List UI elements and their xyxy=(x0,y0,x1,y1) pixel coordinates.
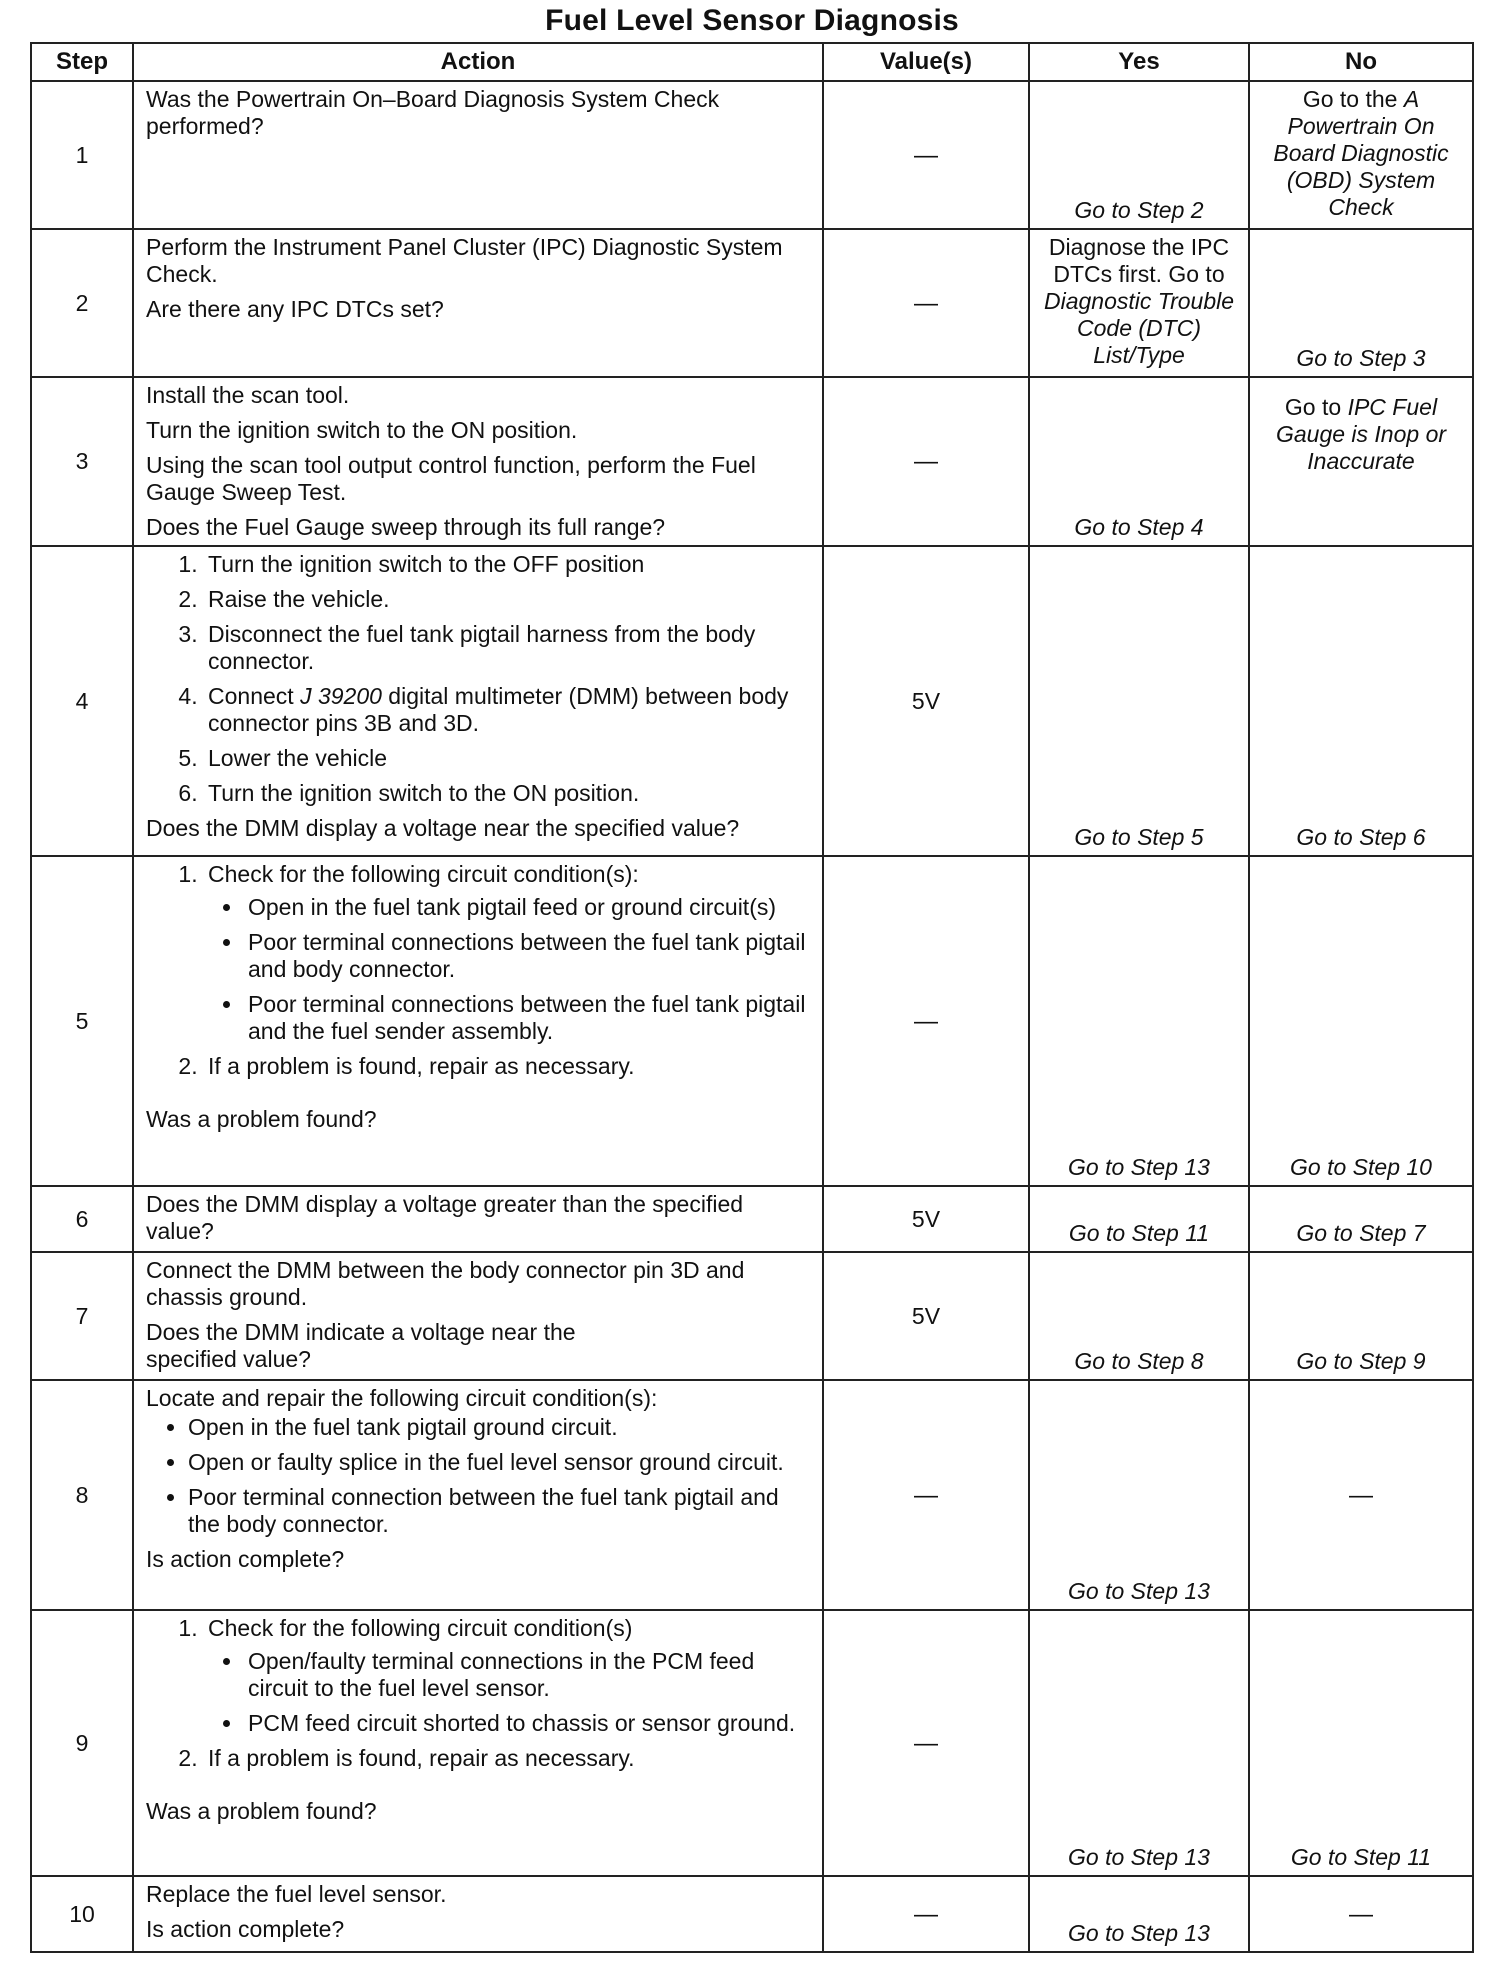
no-text-link: A Powertrain On Board Diagnostic (OBD) System Check xyxy=(1273,86,1449,220)
no-text-link: IPC Fuel Gauge is Inop or Inaccurate xyxy=(1275,394,1447,474)
action-text: Turn the ignition switch to the ON position. xyxy=(146,417,578,443)
action-text: Was the Powertrain On–Board Diagnosis System Check performed? xyxy=(146,86,720,139)
yes-text: Go to Step 4 xyxy=(1074,514,1204,540)
list-item: 2. If a problem is found, repair as necessary. xyxy=(204,1745,812,1772)
yes-text: Go to Step 2 xyxy=(1074,197,1204,223)
no-cell xyxy=(1249,546,1473,856)
value-cell: 5V xyxy=(823,546,1029,856)
list-item-text: Check for the following circuit condition(s): xyxy=(208,861,639,887)
header-no: No xyxy=(1249,43,1473,81)
no-cell xyxy=(1249,1610,1473,1876)
header-yes: Yes xyxy=(1029,43,1249,81)
condition-list xyxy=(208,894,812,1045)
action-cell xyxy=(133,1252,823,1380)
action-cell xyxy=(133,377,823,546)
no-text: Go to Step 10 xyxy=(1290,1154,1432,1180)
step-number: 3 xyxy=(31,377,133,546)
list-item xyxy=(204,861,812,1045)
tool-name: J 39200 xyxy=(300,683,382,709)
table-row xyxy=(31,1380,1473,1610)
action-question: Does the DMM display a voltage near the specified value? xyxy=(146,815,740,841)
step-number: 7 xyxy=(31,1252,133,1380)
value-cell: — xyxy=(823,229,1029,377)
header-action: Action xyxy=(133,43,823,81)
table-row xyxy=(31,546,1473,856)
action-cell xyxy=(133,1876,823,1952)
list-item: 2. If a problem is found, repair as necessary. xyxy=(204,1053,812,1080)
list-item-text: Check for the following circuit condition(s) xyxy=(208,1615,633,1641)
value-cell: — xyxy=(823,1380,1029,1610)
step-number: 6 xyxy=(31,1186,133,1252)
action-text: Install the scan tool. xyxy=(146,382,350,408)
table-row xyxy=(31,1186,1473,1252)
action-cell xyxy=(133,546,823,856)
header-step: Step xyxy=(31,43,133,81)
yes-text: Go to Step 13 xyxy=(1068,1578,1210,1604)
value-cell: — xyxy=(823,1610,1029,1876)
action-question: Does the Fuel Gauge sweep through its full range? xyxy=(146,514,666,540)
list-item-text: Connect xyxy=(208,683,301,709)
no-text: Go to Step 6 xyxy=(1296,824,1426,850)
no-cell xyxy=(1249,1186,1473,1252)
action-text: Locate and repair the following circuit condition(s): xyxy=(146,1385,658,1411)
action-question: Does the DMM display a voltage greater than the specified value? xyxy=(146,1191,744,1244)
list-item: 6. Turn the ignition switch to the ON position. xyxy=(204,780,812,807)
action-text: Perform the Instrument Panel Cluster (IPC) Diagnostic System Check. xyxy=(146,234,783,287)
yes-text: Go to Step 13 xyxy=(1068,1920,1210,1946)
bullet-item: • Open/faulty terminal connections in the PCM feed circuit to the fuel level sensor. xyxy=(244,1648,812,1702)
no-cell xyxy=(1249,81,1473,229)
yes-text: Go to Step 8 xyxy=(1074,1348,1204,1374)
bullet-item: • Open or faulty splice in the fuel level sensor ground circuit. xyxy=(188,1449,812,1476)
value-cell: — xyxy=(823,81,1029,229)
table-row xyxy=(31,377,1473,546)
yes-text-lead: Diagnose the IPC DTCs first. Go to xyxy=(1048,234,1230,287)
step-number: 4 xyxy=(31,546,133,856)
procedure-list xyxy=(146,861,812,1080)
no-cell xyxy=(1249,1876,1473,1952)
step-number: 5 xyxy=(31,856,133,1186)
no-text-lead: Go to xyxy=(1284,394,1348,420)
action-text: Using the scan tool output control function, perform the Fuel Gauge Sweep Test. xyxy=(146,452,756,505)
no-text: — xyxy=(1349,1481,1373,1509)
value-cell: 5V xyxy=(823,1186,1029,1252)
action-text: Replace the fuel level sensor. xyxy=(146,1881,447,1907)
bullet-item: • Poor terminal connections between the fuel tank pigtail and the fuel sender assembly. xyxy=(244,991,812,1045)
action-cell xyxy=(133,229,823,377)
yes-cell xyxy=(1029,1610,1249,1876)
no-cell xyxy=(1249,856,1473,1186)
list-item xyxy=(204,1615,812,1737)
action-question: Was a problem found? xyxy=(146,1106,377,1132)
no-text: Go to Step 11 xyxy=(1290,1844,1432,1870)
procedure-list xyxy=(146,551,812,807)
no-text: Go to Step 9 xyxy=(1296,1348,1426,1374)
yes-text: Go to Step 11 xyxy=(1068,1220,1210,1246)
yes-cell xyxy=(1029,81,1249,229)
action-cell xyxy=(133,1380,823,1610)
yes-cell xyxy=(1029,377,1249,546)
list-item xyxy=(204,683,812,737)
value-cell: 5V xyxy=(823,1252,1029,1380)
table-row xyxy=(31,1876,1473,1952)
action-cell xyxy=(133,1610,823,1876)
value-cell: — xyxy=(823,377,1029,546)
bullet-item: • PCM feed circuit shorted to chassis or sensor ground. xyxy=(244,1710,812,1737)
no-cell xyxy=(1249,229,1473,377)
no-cell xyxy=(1249,377,1473,546)
action-text: Connect the DMM between the body connector pin 3D and chassis ground. xyxy=(146,1257,745,1310)
page-title: Fuel Level Sensor Diagnosis xyxy=(545,4,959,37)
list-item: 5. Lower the vehicle xyxy=(204,745,812,772)
header-row xyxy=(31,43,1473,81)
value-cell: — xyxy=(823,856,1029,1186)
step-number: 10 xyxy=(31,1876,133,1952)
yes-cell xyxy=(1029,1186,1249,1252)
yes-cell xyxy=(1029,229,1249,377)
diagnosis-table xyxy=(30,42,1474,1953)
yes-cell xyxy=(1029,856,1249,1186)
action-question: Is action complete? xyxy=(146,1916,345,1942)
action-question: Is action complete? xyxy=(146,1546,345,1572)
no-text: Go to Step 3 xyxy=(1296,345,1426,371)
yes-text: Go to Step 13 xyxy=(1068,1844,1210,1870)
list-item-text: digital multimeter (DMM) between body connector pins 3B and 3D. xyxy=(208,683,789,736)
action-question: Does the DMM indicate a voltage near the specified value? xyxy=(146,1319,576,1372)
condition-list xyxy=(208,1648,812,1737)
yes-cell xyxy=(1029,546,1249,856)
no-text-lead: Go to the xyxy=(1302,86,1404,112)
list-item: 2. Raise the vehicle. xyxy=(204,586,812,613)
bullet-item: • Open in the fuel tank pigtail ground circuit. xyxy=(188,1414,812,1441)
table-row xyxy=(31,1610,1473,1876)
step-number: 2 xyxy=(31,229,133,377)
action-question: Was a problem found? xyxy=(146,1798,377,1824)
action-cell xyxy=(133,1186,823,1252)
yes-text: Go to Step 13 xyxy=(1068,1154,1210,1180)
value-cell: — xyxy=(823,1876,1029,1952)
no-text: Go to Step 7 xyxy=(1296,1220,1426,1246)
list-item: 3. Disconnect the fuel tank pigtail harness from the body connector. xyxy=(204,621,812,675)
yes-cell xyxy=(1029,1380,1249,1610)
bullet-item: • Poor terminal connections between the fuel tank pigtail and body connector. xyxy=(244,929,812,983)
action-question: Are there any IPC DTCs set? xyxy=(146,296,444,322)
action-cell xyxy=(133,856,823,1186)
yes-cell xyxy=(1029,1876,1249,1952)
step-number: 9 xyxy=(31,1610,133,1876)
list-item: 1. Turn the ignition switch to the OFF position xyxy=(204,551,812,578)
step-number: 8 xyxy=(31,1380,133,1610)
table-row xyxy=(31,856,1473,1186)
action-cell xyxy=(133,81,823,229)
no-cell xyxy=(1249,1380,1473,1610)
no-cell xyxy=(1249,1252,1473,1380)
header-values: Value(s) xyxy=(823,43,1029,81)
condition-list xyxy=(146,1414,812,1538)
table-row xyxy=(31,1252,1473,1380)
yes-text: Go to Step 5 xyxy=(1074,824,1204,850)
procedure-list xyxy=(146,1615,812,1772)
bullet-item: • Poor terminal connection between the fuel tank pigtail and the body connector. xyxy=(188,1484,812,1538)
no-text: — xyxy=(1349,1900,1373,1928)
table-row xyxy=(31,81,1473,229)
yes-text-link: Diagnostic Trouble Code (DTC) List/Type xyxy=(1043,288,1235,368)
table-row xyxy=(31,229,1473,377)
bullet-item: • Open in the fuel tank pigtail feed or ground circuit(s) xyxy=(244,894,812,921)
yes-cell xyxy=(1029,1252,1249,1380)
step-number: 1 xyxy=(31,81,133,229)
